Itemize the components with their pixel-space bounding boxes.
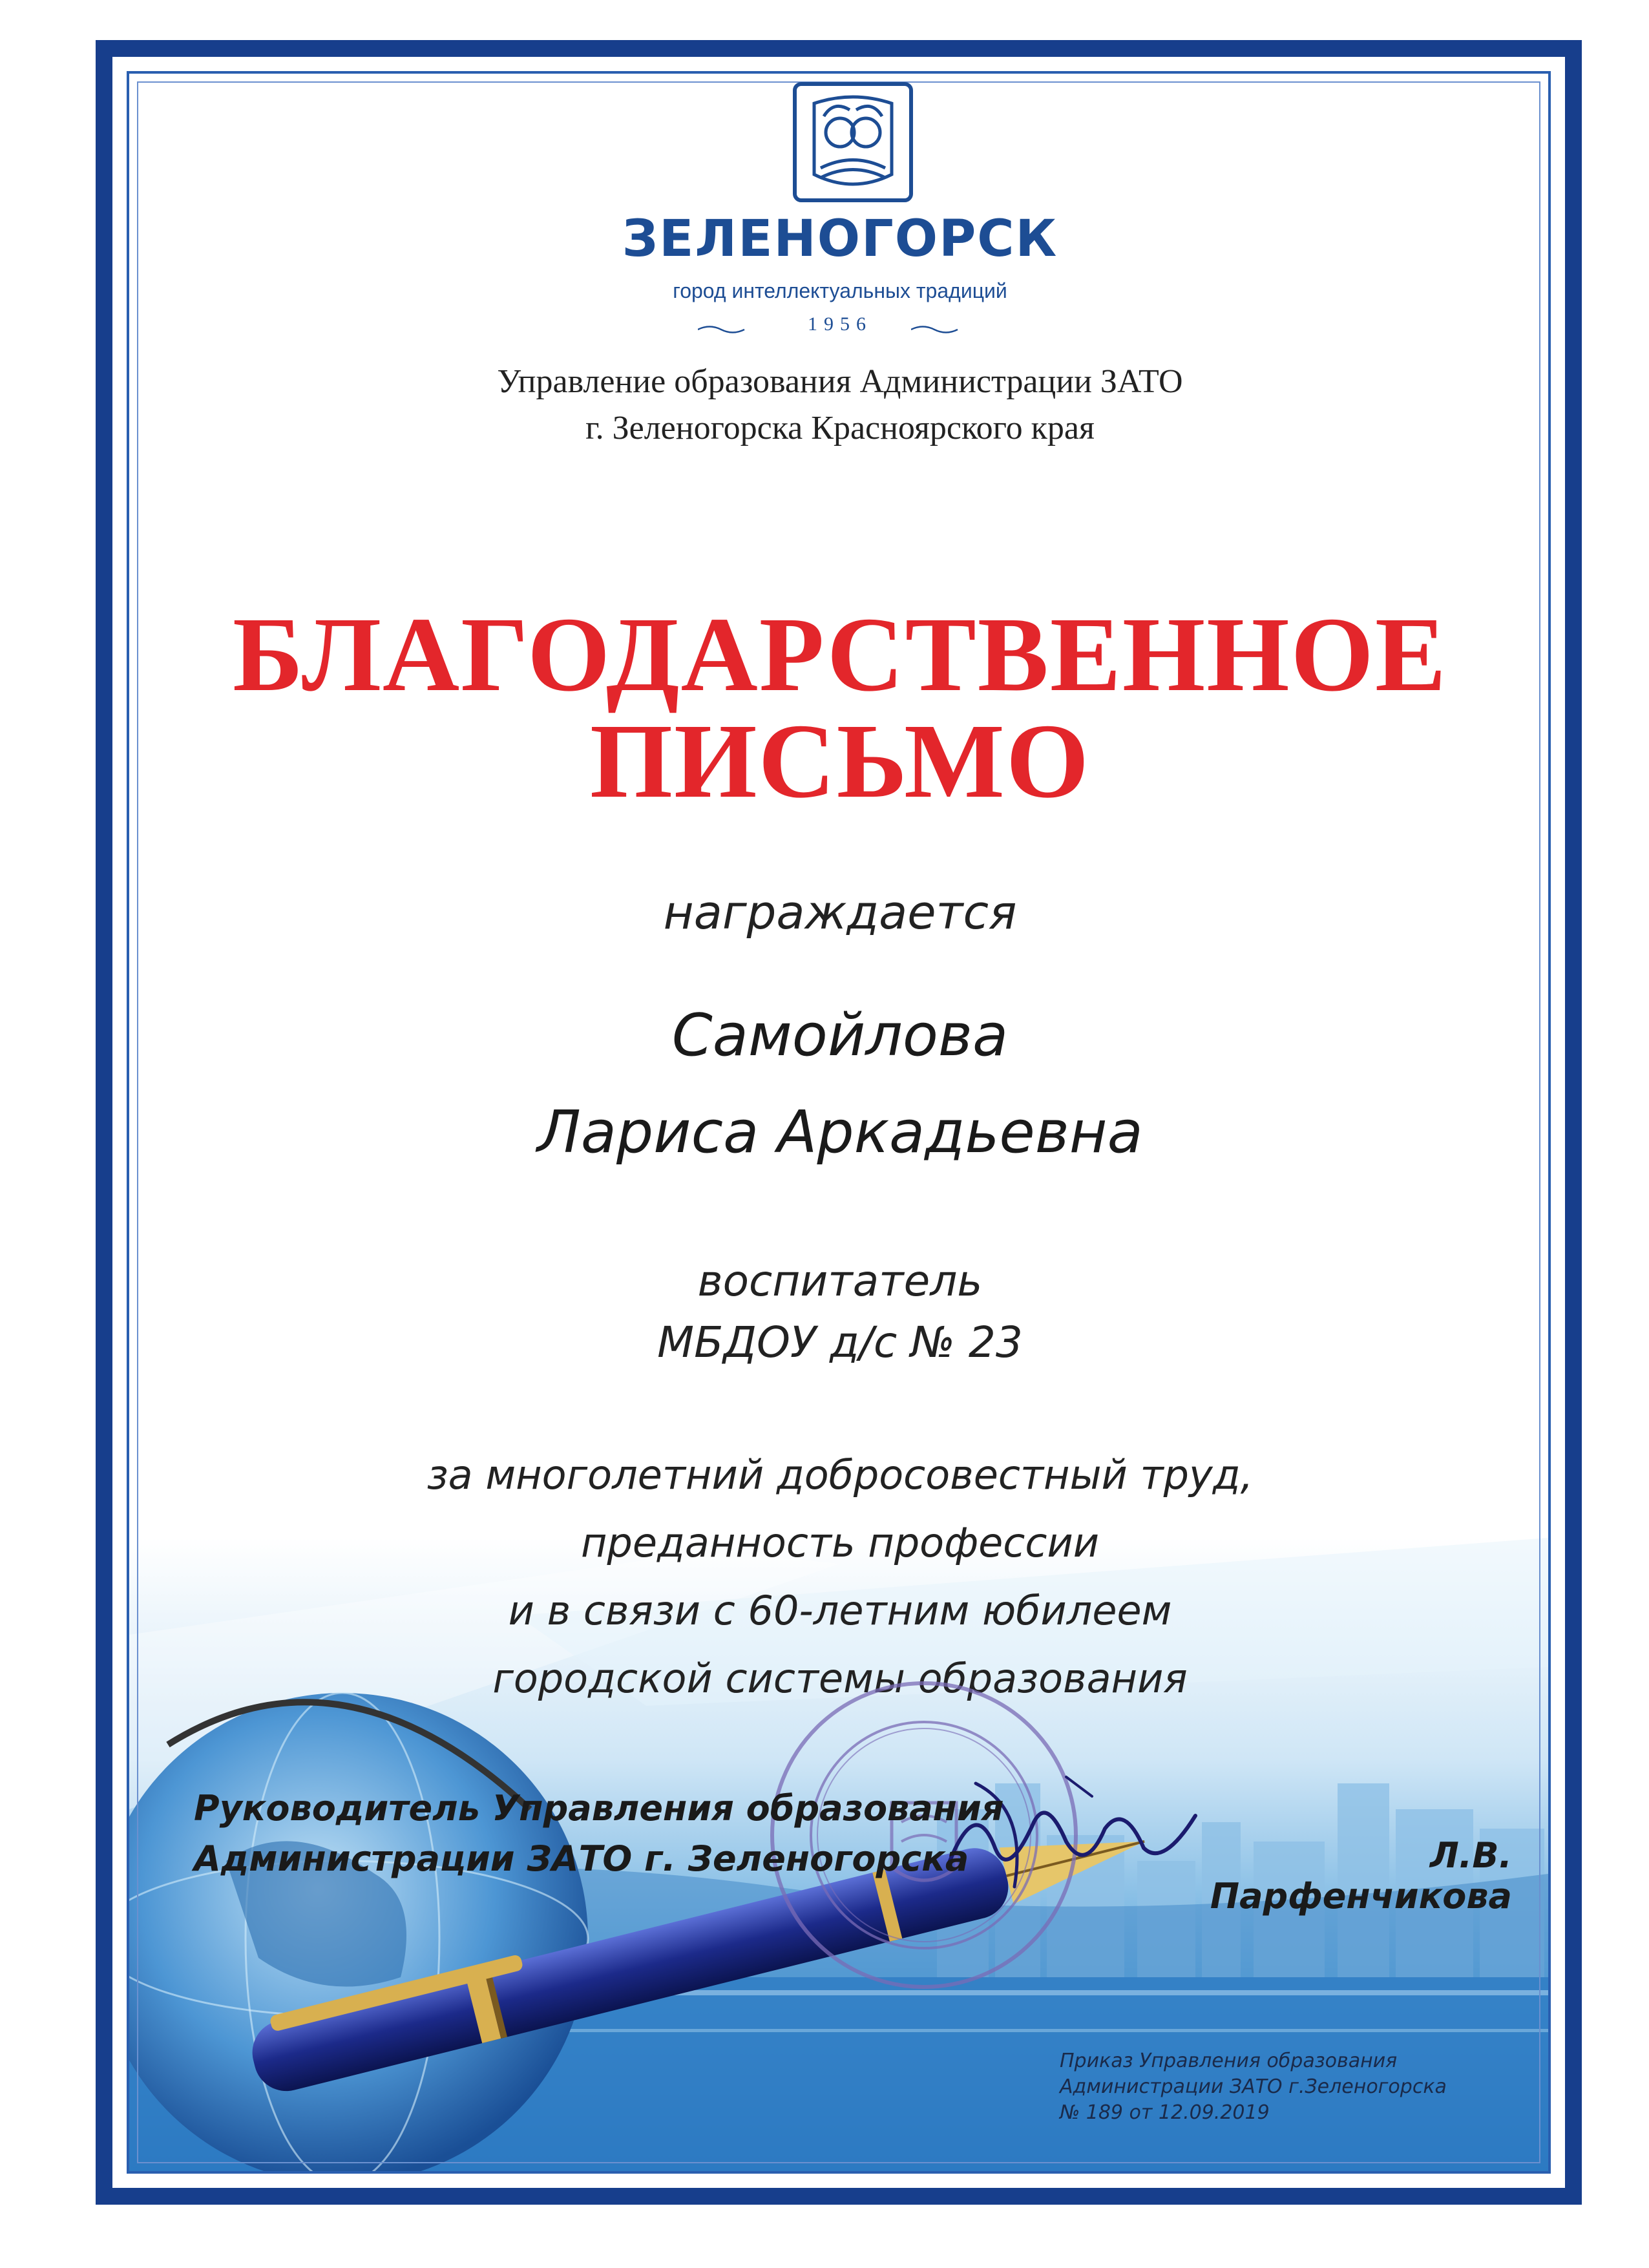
order-reference [1060,2048,1512,2126]
order-line-2: Администрации ЗАТО г.Зеленогорска [1060,2075,1447,2098]
order-line-1: Приказ Управления образования [1060,2050,1398,2072]
signer-title [194,1783,1034,1884]
reason-line-2: преданность профессии [580,1519,1100,1566]
reason-line-3: и в связи с 60-летним юбилеем [508,1587,1172,1634]
recipient-position [388,1250,1292,1373]
organization-name [310,359,1370,452]
order-line-3: № 189 от 12.09.2019 [1060,2101,1270,2124]
city-tagline: город интеллектуальных традиций [673,279,1007,302]
wave-right-icon [911,320,989,339]
city-emblem-icon [788,78,918,207]
awarded-label: награждается [663,885,1017,940]
award-reason [194,1441,1486,1712]
recipient-surname: Самойлова [671,1002,1009,1069]
organization-line-2: г. Зеленогорска Красноярского края [585,410,1095,446]
signer-name: Л.В. Парфенчикова [1210,1835,1512,1916]
city-name: ЗЕЛЕНОГОРСК [622,210,1058,268]
organization-line-1: Управление образования Администрации ЗАТО [497,363,1183,400]
position-line-1: воспитатель [697,1256,983,1306]
document-title [162,595,1518,820]
recipient-given-names: Лариса Аркадьевна [537,1098,1143,1166]
position-line-2: МБДОУ д/с № 23 [657,1318,1023,1367]
signer-title-line-2: Администрации ЗАТО г. Зеленогорска [194,1838,969,1879]
reason-line-4: городской системы образования [492,1655,1188,1702]
title-line-2: ПИСЬМО [589,702,1091,820]
title-line-1: БЛАГОДАРСТВЕННОЕ [233,595,1447,713]
city-founding-year: 1956 [808,313,872,335]
reason-line-1: за многолетний добросовестный труд, [426,1451,1254,1498]
signer-title-line-1: Руководитель Управления образования [194,1788,1004,1829]
